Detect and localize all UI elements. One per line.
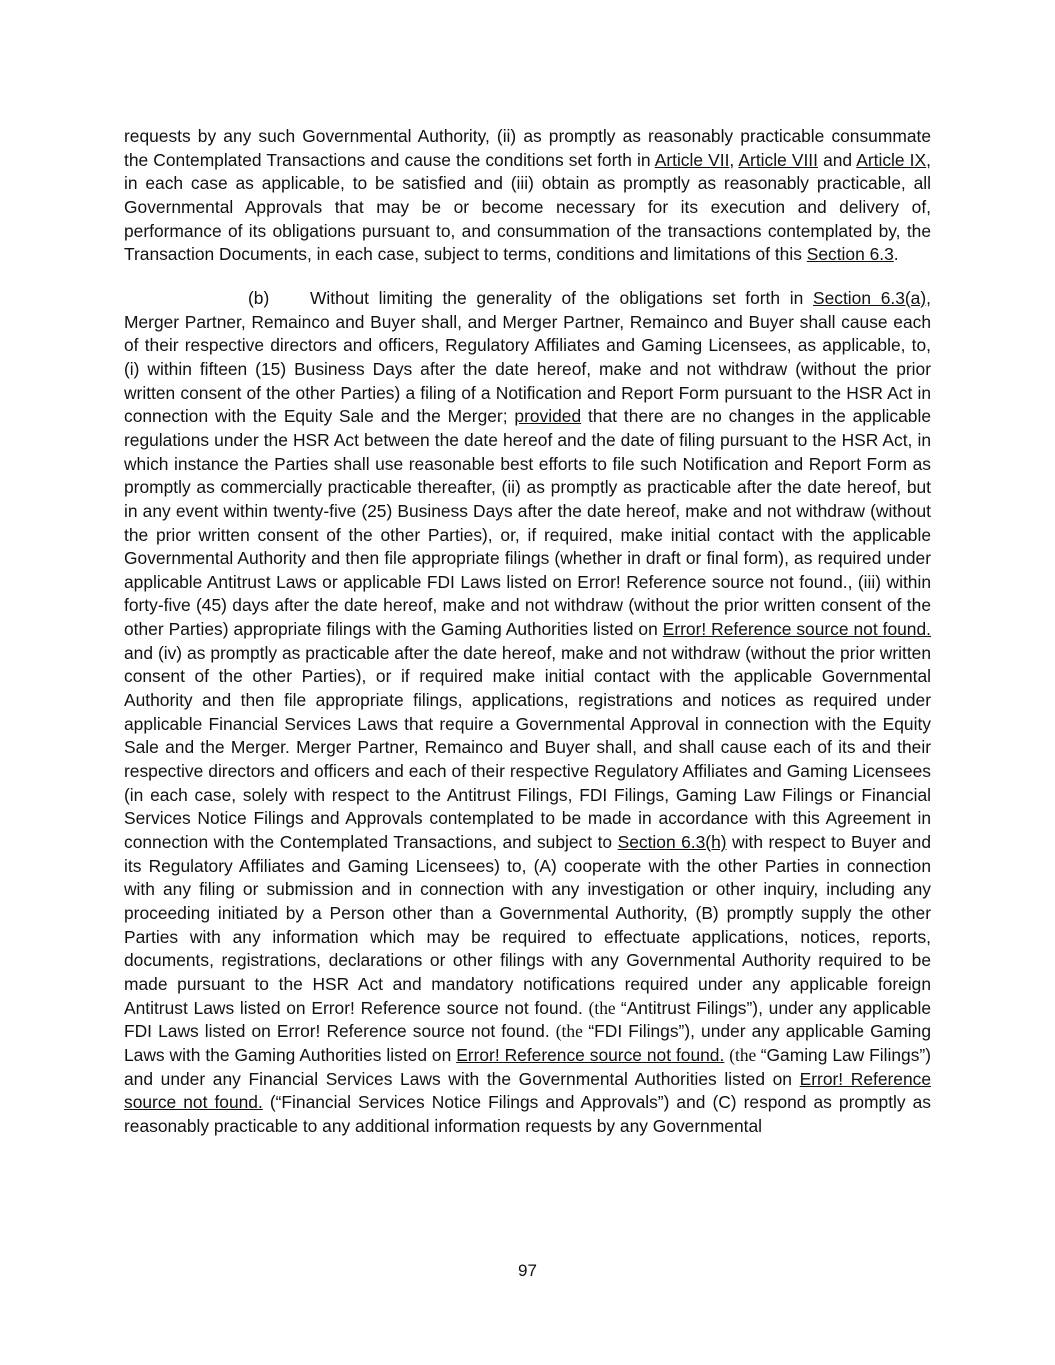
text-run: , in each case as applicable, to be satisfied and (iii) obtain as promptly as reasonably practicable, all Governmental Approvals that may be or become necessary for its execution and delivery of, performance of its obligations pursuant to, and consummation of the transactions contemplated by, the Transaction Documents, in each case, subject to terms, conditions and limitations of this [124, 149, 931, 265]
text-run: (“Financial Services Notice Filings and Approvals”) and (C) respond as promptly as reasonably practicable to any additional information requests by any Governmental [124, 1092, 932, 1136]
text-run: requests by any such Governmental Authority, (ii) as promptly as reasonably practicable consummate the Contemplated Transactions and cause the conditions set forth in [124, 126, 931, 170]
text-run: Without limiting the generality of the obligations set forth in [310, 287, 813, 308]
text-run: . [893, 244, 899, 265]
text-run: , (iii) within forty-five (45) days after the date hereof, make and not withdraw (without the prior written consent of the other Parties) appropriate filings with the Gaming Authorities listed on [124, 571, 931, 640]
broken-reference: Error! Reference source not found. [276, 1021, 550, 1042]
document-body [124, 125, 931, 1139]
text-run: (the [729, 1044, 761, 1065]
text-run: “Antitrust Filings”), under any applicable FDI Laws listed on [124, 997, 932, 1042]
text-run: , [729, 149, 739, 170]
cross-reference-article-vii: Article VII [654, 149, 730, 170]
text-run: (the [555, 1021, 589, 1042]
page-number: 97 [518, 1261, 537, 1280]
cross-reference-section-6-3a: Section 6.3(a) [813, 287, 927, 308]
cross-reference-section-6-3h: Section 6.3(h) [617, 832, 727, 853]
paragraph-continuation [124, 125, 931, 267]
broken-reference: Error! Reference source not found. [456, 1044, 725, 1065]
cross-reference-article-ix: Article IX [856, 149, 927, 170]
broken-reference: Error! Reference source not found. [124, 1068, 931, 1113]
paragraph-b [124, 287, 931, 1139]
subsection-label: (b) [248, 287, 270, 308]
text-run: and [817, 149, 857, 170]
text-run: (the [588, 997, 621, 1018]
text-run: , Merger Partner, Remainco and Buyer shall, and Merger Partner, Remainco and Buyer shall cause each of their respective directors and officers, Regulatory Affiliates and Gaming Licensees, as applicable, to, (i) within fifteen (15) Business Days after the date hereof, make and not withdraw (without the prior written consent of the other Parties) a filing of a Notification and Report Form pursuant to the HSR Act in connection with the Equity Sale and the Merger; [124, 287, 931, 427]
text-run: “Gaming Law Filings”) and under any Financial Services Laws with the Governmental Authorities listed on [124, 1044, 931, 1089]
broken-reference: Error! Reference source not found. [662, 619, 931, 640]
text-run: and (iv) as promptly as practicable after the date hereof, make and not withdraw (without the prior written consent of the other Parties), or if required make initial contact with the applicable Governmental Authority and then file appropriate filings, applications, registrations and notices as required under applicable Financial Services Laws that require a Governmental Approval in connection with the Equity Sale and the Merger. Merger Partner, Remainco and Buyer shall, and shall cause each of its and their respective directors and officers and each of their respective Regulatory Affiliates and Gaming Licensees (in each case, solely with respect to the Antitrust Filings, FDI Filings, Gaming Law Filings or Financial Services Notice Filings and Approvals contemplated to be made in accordance with this Agreement in connection with the Contemplated Transactions, and subject to [124, 642, 931, 853]
broken-reference: Error! Reference source not found. [311, 997, 583, 1018]
text-run: that there are no changes in the applicable regulations under the HSR Act between the date hereof and the date of filing pursuant to the HSR Act, in which instance the Parties shall use reasonable best efforts to file such Notification and Report Form as promptly as commercially practicable thereafter, (ii) as promptly as practicable after the date hereof, but in any event within twenty-five (25) Business Days after the date hereof, make and not withdraw (without the prior written consent of the other Parties), or, if required, make initial contact with the applicable Governmental Authority and then file appropriate filings (whether in draft or final form), as required under applicable Antitrust Laws or applicable FDI Laws listed on [124, 406, 931, 592]
text-run: with respect to Buyer and its Regulatory Affiliates and Gaming Licensees) to, (A) cooperate with the other Parties in connection with any filing or submission and in connection with any investigation or other inquiry, including any proceeding initiated by a Person other than a Governmental Authority, (B) promptly supply the other Parties with any information which may be required to effectuate applications, notices, reports, documents, registrations, declarations or other filings with any Governmental Authority required to be made pursuant to the HSR Act and mandatory notifications required under any applicable foreign Antitrust Laws listed on [124, 832, 932, 1018]
cross-reference-article-viii: Article VIII [738, 149, 818, 170]
provided-term: provided [514, 406, 582, 427]
cross-reference-section-6-3: Section 6.3 [806, 244, 894, 265]
broken-reference: Error! Reference source not found. [577, 571, 848, 592]
text-run: “FDI Filings”), under any applicable Gaming Laws with the Gaming Authorities listed on [124, 1021, 931, 1065]
